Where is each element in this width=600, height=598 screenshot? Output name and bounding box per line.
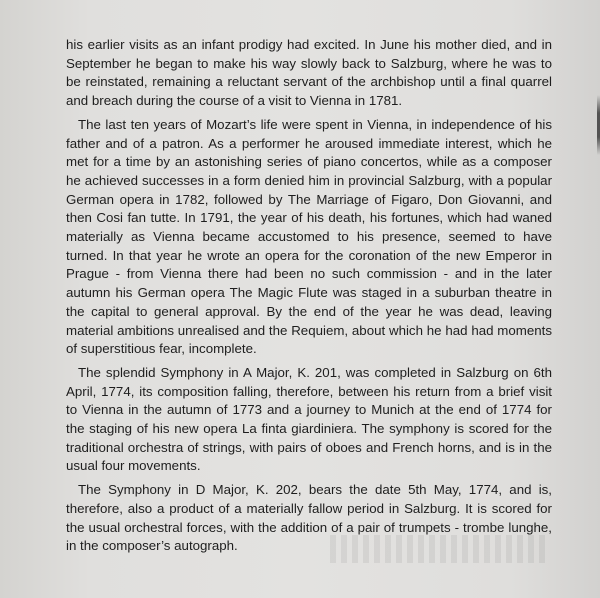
paragraph-symphony-d-major: The Symphony in D Major, K. 202, bears the date 5th May, 1774, and is, therefore, also a product of a materially fallow period in Salzburg. It is scored for the usual orchestral forces, with the addition of a pair of trumpets - trombe lunghe, in the composer’s autograph.: [66, 482, 552, 554]
paragraph-vienna-years: The last ten years of Mozart’s life were spent in Vienna, in independence of his father and of a patron. As a performer he aroused immediate interest, which he met for a time by an astonishing series of piano concertos, while as a composer he achieved successes in a form denied him in provincial Salzburg, with a popular German opera in 1782, followed by The Marriage of Figaro, Don Giovanni, and then Cosi fan tutte. In 1791, the year of his death, his fortunes, which had waned materially as Vienna became accustomed to his presence, seemed to have turned. In that year he wrote an opera for the coronation of the new Emperor in Prague - from Vienna there had been no such commission - and in the later autumn his German opera The Magic Flute was staged in a suburban theatre in the capital to general approval. By the end of the year he was dead, leaving material ambitions unrealised and the Requiem, about which he had had moments of superstitious fear, incomplete.: [66, 116, 552, 357]
show-through-texture: [330, 535, 550, 563]
paragraph-mozart-return-salzburg: his earlier visits as an infant prodigy had excited. In June his mother died, and in September he began to make his way slowly back to Salzburg, where he was to be reinstated, remaining a reluctant servant of the archbishop until a final quarrel and breach during the course of a visit to Vienna in 1781.: [66, 37, 552, 109]
body-text: [66, 36, 552, 561]
paragraph-symphony-a-major: The splendid Symphony in A Major, K. 201, was completed in Salzburg on 6th April, 1774, its composition falling, therefore, between his return from a brief visit to Vienna in the autumn of 1773 and a journey to Munich at the end of 1774 for the staging of his new opera La finta giardiniera. The symphony is scored for the traditional orchestra of strings, with pairs of oboes and French horns, and is in the usual four movements.: [66, 364, 552, 474]
